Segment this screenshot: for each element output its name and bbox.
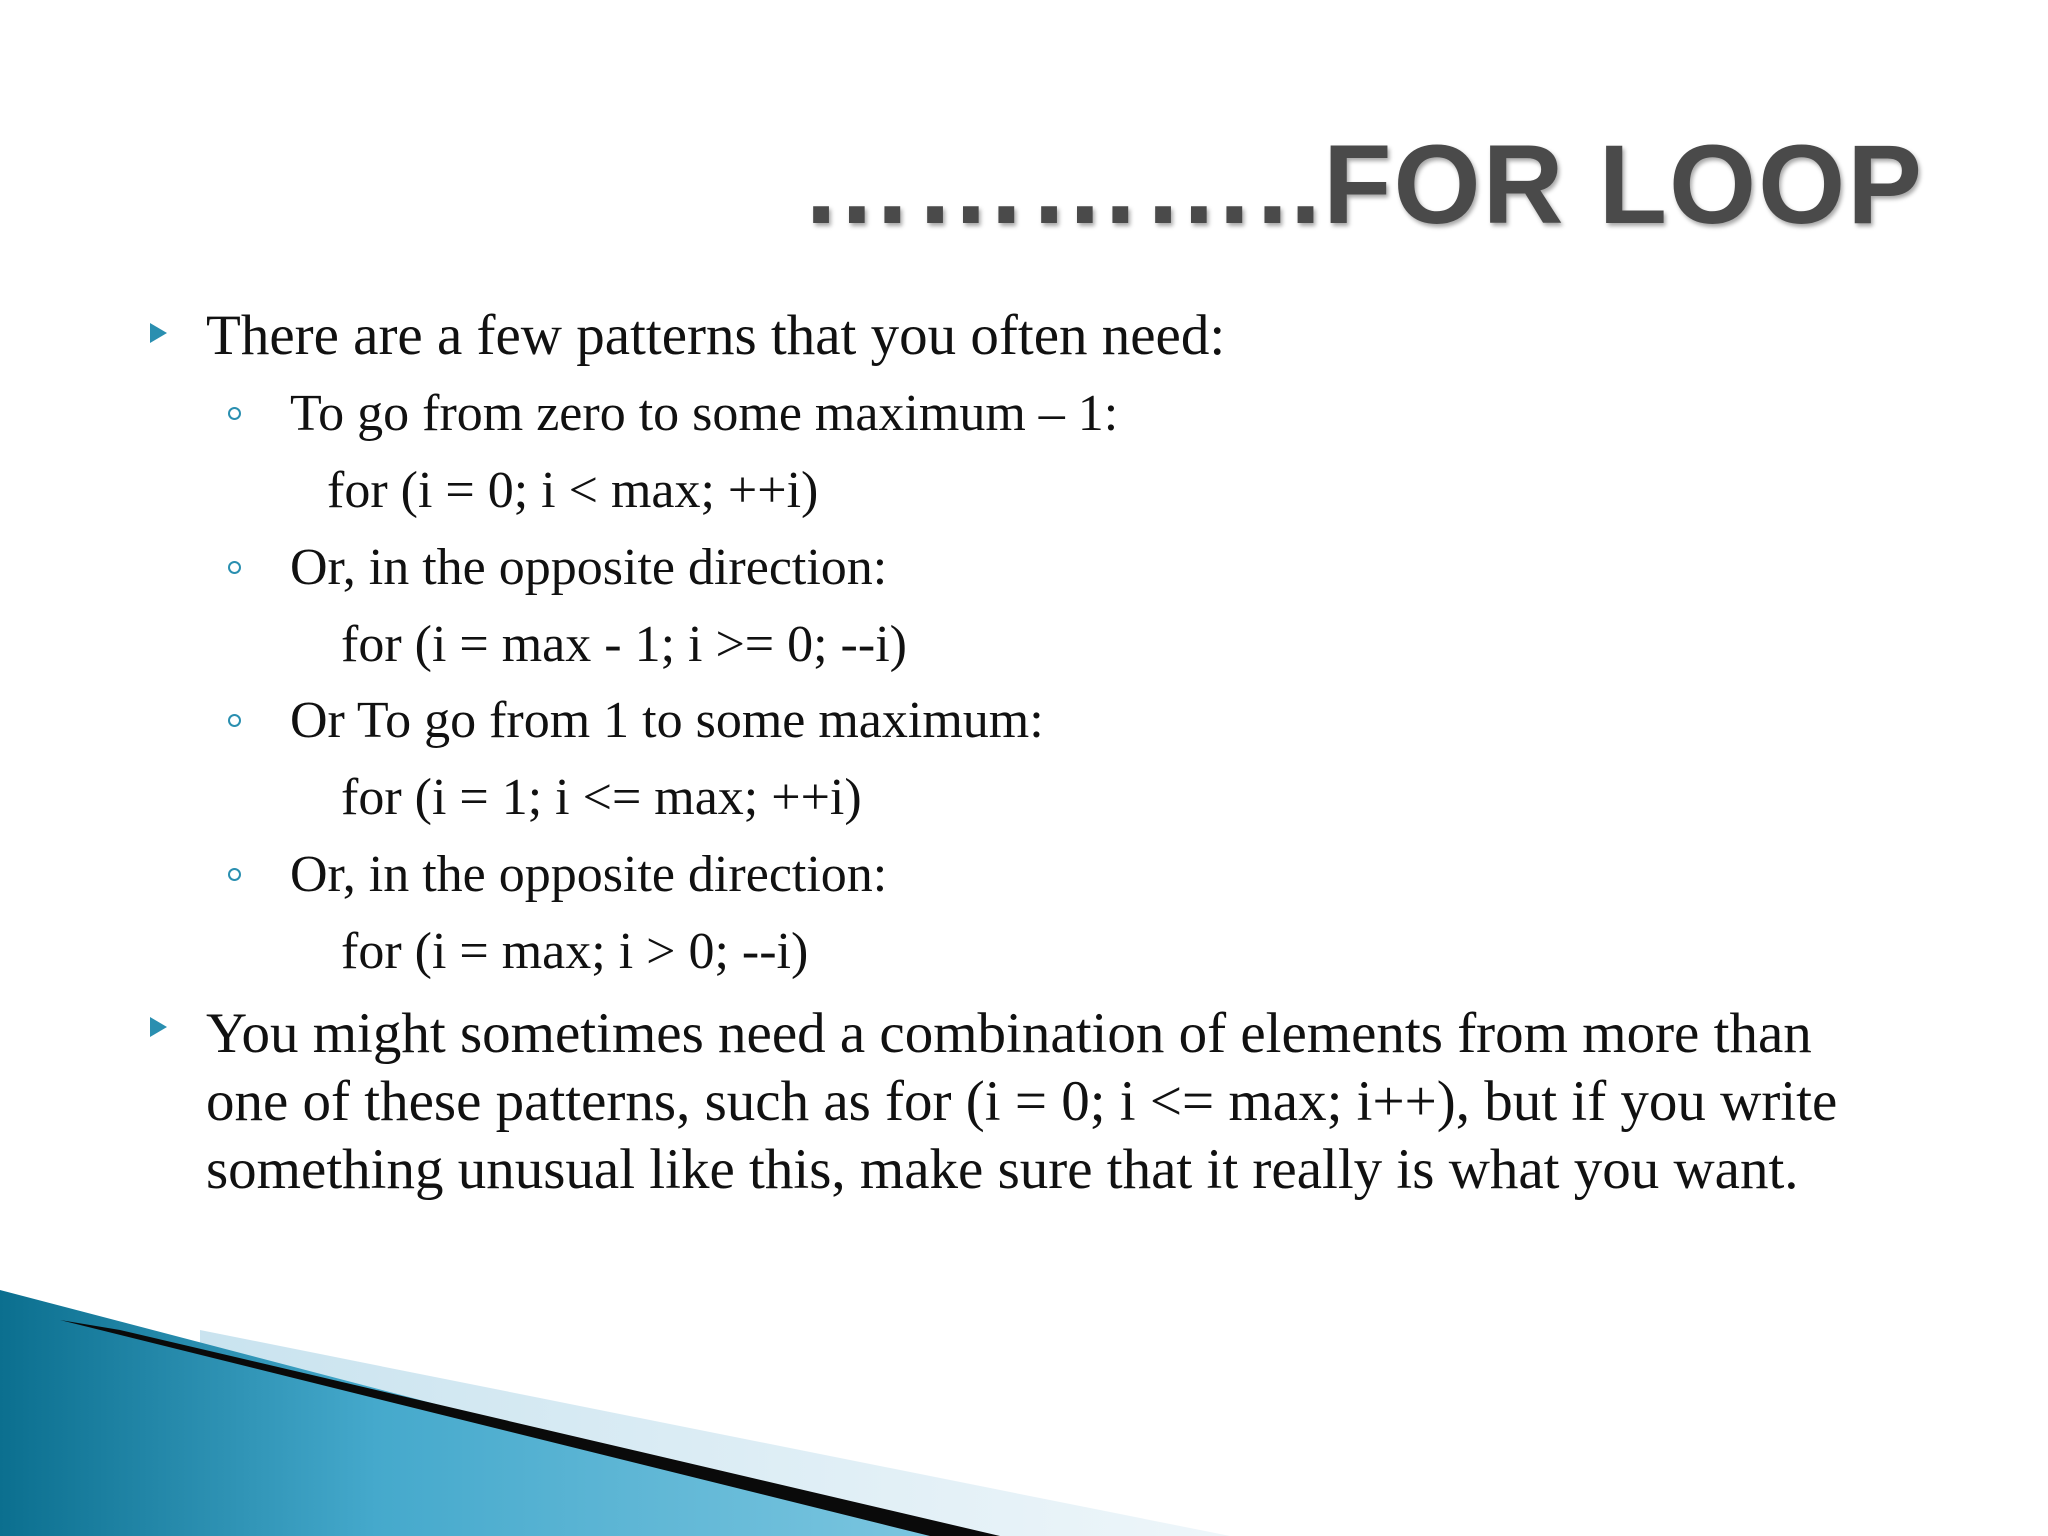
slide-title: …………..FOR LOOP (800, 122, 1924, 247)
triangle-bullet-icon (150, 1017, 167, 1037)
ring-bullet-icon (228, 561, 241, 574)
sub-bullet-text: Or, in the opposite direction: (290, 539, 888, 596)
triangle-bullet-icon (150, 323, 167, 343)
ring-bullet-icon (228, 407, 241, 420)
bullet-text: There are a few patterns that you often need: (206, 304, 1226, 367)
ring-bullet-icon (228, 868, 241, 881)
sub-bullet-text: Or, in the opposite direction: (290, 846, 888, 903)
bullet-paragraph: You might sometimes need a combination of elements from more than one of these patterns, such as for (i = 0; i <= max; i++), but if you write something unusual like this, make sure that it really is what you want. (206, 1002, 1838, 1201)
code-line: for (i = max - 1; i >= 0; --i) (341, 616, 907, 673)
code-line: for (i = 0; i < max; ++i) (327, 462, 819, 519)
code-line: for (i = max; i > 0; --i) (341, 923, 809, 980)
code-line: for (i = 1; i <= max; ++i) (341, 769, 862, 826)
sub-bullet-text: Or To go from 1 to some maximum: (290, 692, 1044, 749)
sub-bullet-text: To go from zero to some maximum – 1: (290, 385, 1119, 442)
ring-bullet-icon (228, 714, 241, 727)
